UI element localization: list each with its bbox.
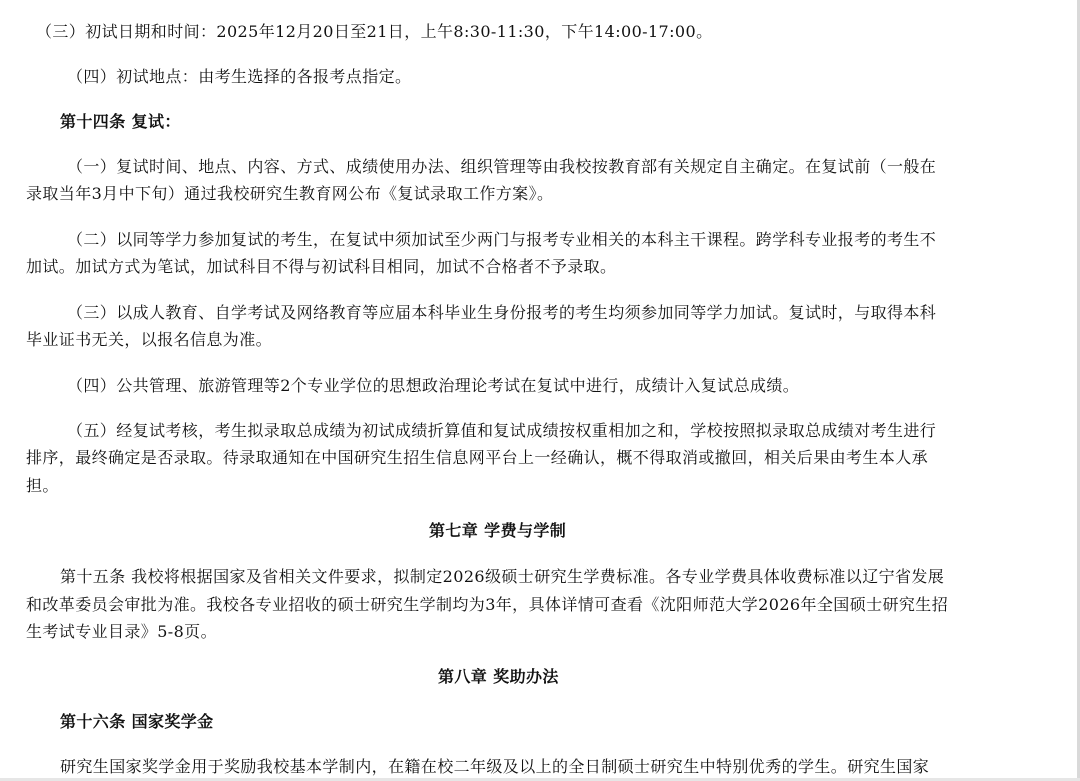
article-15-line-2: 和改革委员会审批为准。我校各专业招收的硕士研究生学制均为3年，具体详情可查看《沈阳师范大学2026年全国硕士研究生招 [26,595,949,614]
article-14-heading: 第十四条 复试： [60,112,181,131]
exam-location-text: （四）初试地点：由考生选择的各报考点指定。 [67,67,412,86]
retest-item-5-line-1: （五）经复试考核，考生拟录取总成绩为初试成绩折算值和复试成绩按权重相加之和，学校按照拟录取总成绩对考生进行 [67,421,937,440]
retest-item-2-line-2: 加试。加试方式为笔试，加试科目不得与初试科目相同，加试不合格者不予录取。 [26,257,617,276]
retest-item-5-line-2: 排序，最终确定是否录取。待录取通知在中国研究生招生信息网平台上一经确认，概不得取消或撤回，相关后果由考生本人承 [26,448,929,467]
article-15-line-3: 生考试专业目录》5-8页。 [26,622,217,641]
retest-item-1-line-2: 录取当年3月中下旬）通过我校研究生教育网公布《复试录取工作方案》。 [26,184,554,203]
scholarship-text-line-1: 研究生国家奖学金用于奖励我校基本学制内，在籍在校二年级及以上的全日制硕士研究生中特别优秀的学生。研究生国家 [60,757,930,776]
article-16-heading: 第十六条 国家奖学金 [60,712,214,731]
article-15-line-1: 第十五条 我校将根据国家及省相关文件要求，拟制定2026级硕士研究生学费标准。各专业学费具体收费标准以辽宁省发展 [60,567,945,586]
retest-item-4-text: （四）公共管理、旅游管理等2个专业学位的思想政治理论考试在复试中进行，成绩计入复试总成绩。 [67,376,800,395]
chapter-7-heading: 第七章 学费与学制 [429,521,567,540]
retest-item-3-line-2: 毕业证书无关，以报名信息为准。 [26,330,273,349]
retest-item-5-line-3: 担。 [26,476,59,495]
exam-date-text: （三）初试日期和时间：2025年12月20日至21日，上午8:30-11:30，下午14:00-17:00。 [36,22,713,41]
retest-item-1-line-1: （一）复试时间、地点、内容、方式、成绩使用办法、组织管理等由我校按教育部有关规定自主确定。在复试前（一般在 [67,157,937,176]
retest-item-2-line-1: （二）以同等学力参加复试的考生，在复试中须加试至少两门与报考专业相关的本科主干课程。跨学科专业报考的考生不 [67,230,937,249]
retest-item-3-line-1: （三）以成人教育、自学考试及网络教育等应届本科毕业生身份报考的考生均须参加同等学力加试。复试时，与取得本科 [67,303,937,322]
chapter-8-heading: 第八章 奖助办法 [438,667,559,686]
